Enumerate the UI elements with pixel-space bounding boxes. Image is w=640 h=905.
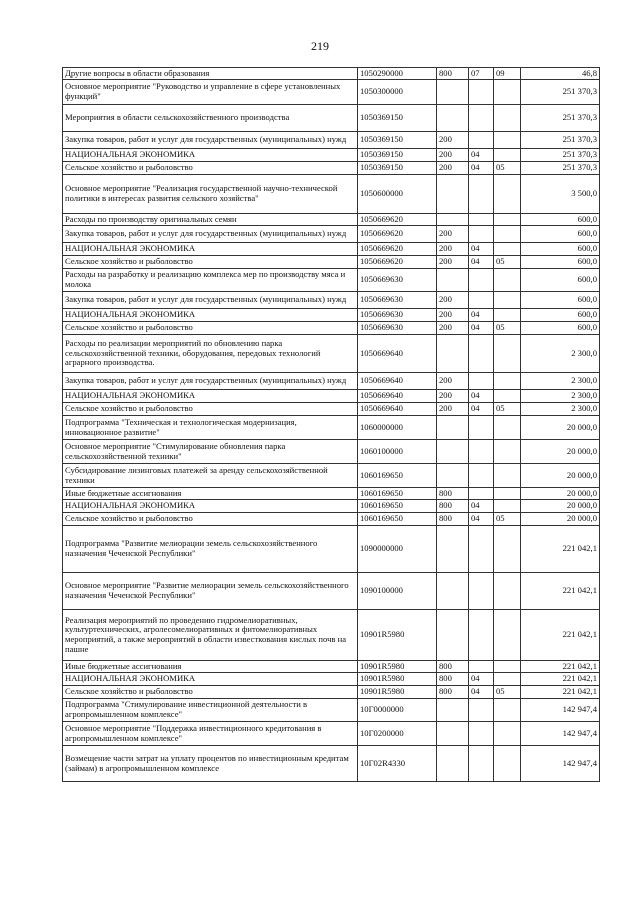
expense-type-cell: 800 [437, 513, 469, 526]
subsection-cell [494, 214, 521, 226]
subsection-cell: 05 [494, 162, 521, 175]
amount-cell: 142 947,4 [521, 699, 600, 722]
amount-cell: 20 000,0 [521, 488, 600, 500]
page-number: 219 [311, 39, 329, 53]
amount-cell: 2 300,0 [521, 335, 600, 373]
target-article-code-cell: 1060100000 [358, 440, 437, 464]
section-cell [469, 416, 494, 440]
subsection-cell [494, 661, 521, 673]
amount-cell: 600,0 [521, 256, 600, 269]
expense-type-cell: 200 [437, 373, 469, 390]
amount-cell: 221 042,1 [521, 661, 600, 673]
target-article-code-cell: 1050669640 [358, 373, 437, 390]
expenditure-name-cell: Другие вопросы в области образования [63, 68, 358, 80]
section-cell [469, 335, 494, 373]
expense-type-cell: 200 [437, 309, 469, 322]
subsection-cell [494, 243, 521, 256]
expenditure-name-cell: НАЦИОНАЛЬНАЯ ЭКОНОМИКА [63, 243, 358, 256]
expenditure-name-cell: Закупка товаров, работ и услуг для государственных (муниципальных) нужд [63, 373, 358, 390]
target-article-code-cell: 1050300000 [358, 80, 437, 105]
expenditure-name-cell: Сельское хозяйство и рыболовство [63, 256, 358, 269]
table-row [63, 322, 600, 335]
subsection-cell [494, 488, 521, 500]
section-cell [469, 661, 494, 673]
table-row [63, 390, 600, 403]
section-cell [469, 464, 494, 488]
target-article-code-cell: 1050669640 [358, 335, 437, 373]
target-article-code-cell: 1060169650 [358, 464, 437, 488]
expense-type-cell: 800 [437, 488, 469, 500]
subsection-cell [494, 335, 521, 373]
table-row [63, 661, 600, 673]
subsection-cell [494, 80, 521, 105]
expense-type-cell: 800 [437, 500, 469, 513]
table-row [63, 309, 600, 322]
table-row [63, 464, 600, 488]
amount-cell: 600,0 [521, 226, 600, 243]
section-cell: 04 [469, 500, 494, 513]
expenditure-name-cell: Сельское хозяйство и рыболовство [63, 513, 358, 526]
section-cell: 04 [469, 256, 494, 269]
expenditure-name-cell: Основное мероприятие "Развитие мелиорации земель сельскохозяйственного назначения Чеченской Республики" [63, 573, 358, 610]
section-cell: 04 [469, 322, 494, 335]
expense-type-cell [437, 175, 469, 214]
expense-type-cell [437, 722, 469, 746]
section-cell: 04 [469, 149, 494, 162]
expense-type-cell: 200 [437, 322, 469, 335]
amount-cell: 221 042,1 [521, 573, 600, 610]
expense-type-cell [437, 526, 469, 573]
amount-cell: 221 042,1 [521, 526, 600, 573]
expense-type-cell: 800 [437, 661, 469, 673]
target-article-code-cell: 1050369150 [358, 132, 437, 149]
expenditure-name-cell: НАЦИОНАЛЬНАЯ ЭКОНОМИКА [63, 500, 358, 513]
table-row [63, 673, 600, 686]
amount-cell: 142 947,4 [521, 746, 600, 782]
table-row [63, 610, 600, 661]
subsection-cell [494, 390, 521, 403]
section-cell: 04 [469, 243, 494, 256]
target-article-code-cell: 1050369150 [358, 162, 437, 175]
section-cell [469, 269, 494, 292]
subsection-cell [494, 373, 521, 390]
target-article-code-cell: 1050669630 [358, 309, 437, 322]
expense-type-cell: 200 [437, 132, 469, 149]
target-article-code-cell: 10Г0200000 [358, 722, 437, 746]
table-row [63, 149, 600, 162]
section-cell: 04 [469, 309, 494, 322]
expenditure-name-cell: Реализация мероприятий по проведению гидромелиоративных, культуртехнических, агролесомелиоративных и фитомелиоративных мероприятий, а также мероприятий в области известкования кислых почв на пашне [63, 610, 358, 661]
expenditure-name-cell: Основное мероприятие "Стимулирование обновления парка сельскохозяйственной техники" [63, 440, 358, 464]
expense-type-cell [437, 573, 469, 610]
table-row [63, 269, 600, 292]
section-cell [469, 488, 494, 500]
table-row [63, 226, 600, 243]
expenditure-name-cell: Расходы по производству оригинальных семян [63, 214, 358, 226]
subsection-cell [494, 149, 521, 162]
amount-cell: 251 370,3 [521, 132, 600, 149]
target-article-code-cell: 10Г0000000 [358, 699, 437, 722]
subsection-cell [494, 722, 521, 746]
section-cell: 07 [469, 68, 494, 80]
section-cell [469, 292, 494, 309]
section-cell [469, 226, 494, 243]
expense-type-cell [437, 464, 469, 488]
expenditure-name-cell: Расходы на разработку и реализацию комплекса мер по производству мяса и молока [63, 269, 358, 292]
target-article-code-cell: 1050669620 [358, 256, 437, 269]
subsection-cell: 09 [494, 68, 521, 80]
target-article-code-cell: 1050669630 [358, 269, 437, 292]
subsection-cell [494, 309, 521, 322]
target-article-code-cell: 1050669630 [358, 292, 437, 309]
expense-type-cell [437, 105, 469, 132]
subsection-cell [494, 746, 521, 782]
amount-cell: 600,0 [521, 243, 600, 256]
expenditure-name-cell: Подпрограмма "Развитие мелиорации земель сельскохозяйственного назначения Чеченской Республики" [63, 526, 358, 573]
section-cell [469, 105, 494, 132]
expenditure-name-cell: Мероприятия в области сельскохозяйственного производства [63, 105, 358, 132]
subsection-cell [494, 464, 521, 488]
amount-cell: 251 370,3 [521, 149, 600, 162]
expenditure-name-cell: Закупка товаров, работ и услуг для государственных (муниципальных) нужд [63, 132, 358, 149]
section-cell [469, 80, 494, 105]
subsection-cell: 05 [494, 513, 521, 526]
amount-cell: 251 370,3 [521, 162, 600, 175]
target-article-code-cell: 1050369150 [358, 149, 437, 162]
table-row [63, 699, 600, 722]
subsection-cell [494, 269, 521, 292]
section-cell: 04 [469, 162, 494, 175]
target-article-code-cell: 1060169650 [358, 500, 437, 513]
table-row [63, 256, 600, 269]
subsection-cell [494, 573, 521, 610]
table-row [63, 162, 600, 175]
section-cell [469, 746, 494, 782]
expenditure-name-cell: НАЦИОНАЛЬНАЯ ЭКОНОМИКА [63, 390, 358, 403]
expense-type-cell [437, 80, 469, 105]
table-row [63, 686, 600, 699]
expenditure-name-cell: Иные бюджетные ассигнования [63, 661, 358, 673]
subsection-cell [494, 132, 521, 149]
target-article-code-cell: 1050669630 [358, 322, 437, 335]
amount-cell: 600,0 [521, 214, 600, 226]
expense-type-cell [437, 214, 469, 226]
amount-cell: 600,0 [521, 269, 600, 292]
amount-cell: 600,0 [521, 322, 600, 335]
subsection-cell [494, 500, 521, 513]
expense-type-cell: 800 [437, 68, 469, 80]
amount-cell: 600,0 [521, 309, 600, 322]
expense-type-cell [437, 610, 469, 661]
expenditure-name-cell: Основное мероприятие "Поддержка инвестиционного кредитования в агропромышленном комплексе" [63, 722, 358, 746]
subsection-cell [494, 526, 521, 573]
section-cell [469, 214, 494, 226]
amount-cell: 221 042,1 [521, 610, 600, 661]
target-article-code-cell: 1090100000 [358, 573, 437, 610]
expenditure-name-cell: Субсидирование лизинговых платежей за аренду сельскохозяйственной техники [63, 464, 358, 488]
amount-cell: 20 000,0 [521, 440, 600, 464]
section-cell [469, 132, 494, 149]
subsection-cell: 05 [494, 686, 521, 699]
subsection-cell [494, 440, 521, 464]
amount-cell: 20 000,0 [521, 513, 600, 526]
expenditure-name-cell: Сельское хозяйство и рыболовство [63, 686, 358, 699]
section-cell: 04 [469, 686, 494, 699]
amount-cell: 20 000,0 [521, 416, 600, 440]
section-cell [469, 573, 494, 610]
section-cell [469, 699, 494, 722]
subsection-cell [494, 610, 521, 661]
section-cell [469, 440, 494, 464]
subsection-cell: 05 [494, 256, 521, 269]
table-row [63, 214, 600, 226]
amount-cell: 46,8 [521, 68, 600, 80]
table-row [63, 105, 600, 132]
expenditure-name-cell: Подпрограмма "Техническая и технологическая модернизация, инновационное развитие" [63, 416, 358, 440]
expenditure-name-cell: НАЦИОНАЛЬНАЯ ЭКОНОМИКА [63, 309, 358, 322]
expenditure-name-cell: Основное мероприятие "Руководство и управление в сфере установленных функций" [63, 80, 358, 105]
amount-cell: 221 042,1 [521, 686, 600, 699]
section-cell [469, 373, 494, 390]
target-article-code-cell: 1060169650 [358, 488, 437, 500]
subsection-cell: 05 [494, 403, 521, 416]
target-article-code-cell: 1060169650 [358, 513, 437, 526]
expense-type-cell: 200 [437, 390, 469, 403]
table-row [63, 416, 600, 440]
expenditure-name-cell: Сельское хозяйство и рыболовство [63, 322, 358, 335]
target-article-code-cell: 1050669640 [358, 390, 437, 403]
target-article-code-cell: 1050669620 [358, 214, 437, 226]
target-article-code-cell: 10Г02R4330 [358, 746, 437, 782]
amount-cell: 600,0 [521, 292, 600, 309]
expenditure-name-cell: Иные бюджетные ассигнования [63, 488, 358, 500]
amount-cell: 251 370,3 [521, 105, 600, 132]
section-cell [469, 722, 494, 746]
section-cell: 04 [469, 673, 494, 686]
section-cell [469, 175, 494, 214]
target-article-code-cell: 1050600000 [358, 175, 437, 214]
target-article-code-cell: 1050669620 [358, 226, 437, 243]
subsection-cell: 05 [494, 322, 521, 335]
amount-cell: 20 000,0 [521, 500, 600, 513]
table-row [63, 722, 600, 746]
section-cell [469, 610, 494, 661]
amount-cell: 2 300,0 [521, 373, 600, 390]
expense-type-cell: 200 [437, 256, 469, 269]
target-article-code-cell: 1050669620 [358, 243, 437, 256]
amount-cell: 2 300,0 [521, 390, 600, 403]
table-row [63, 68, 600, 80]
expenditure-name-cell: Расходы по реализации мероприятий по обновлению парка сельскохозяйственной техники, оборудования, передовых технологий аграрного производства. [63, 335, 358, 373]
amount-cell: 142 947,4 [521, 722, 600, 746]
expense-type-cell [437, 335, 469, 373]
expenditure-name-cell: НАЦИОНАЛЬНАЯ ЭКОНОМИКА [63, 149, 358, 162]
table-row [63, 513, 600, 526]
expense-type-cell: 200 [437, 226, 469, 243]
target-article-code-cell: 10901R5980 [358, 686, 437, 699]
expense-type-cell: 200 [437, 149, 469, 162]
table-row [63, 132, 600, 149]
subsection-cell [494, 175, 521, 214]
table-row [63, 526, 600, 573]
target-article-code-cell: 1060000000 [358, 416, 437, 440]
amount-cell: 251 370,3 [521, 80, 600, 105]
target-article-code-cell: 10901R5980 [358, 673, 437, 686]
expenditure-name-cell: НАЦИОНАЛЬНАЯ ЭКОНОМИКА [63, 673, 358, 686]
expense-type-cell: 200 [437, 292, 469, 309]
amount-cell: 20 000,0 [521, 464, 600, 488]
section-cell: 04 [469, 390, 494, 403]
expense-type-cell [437, 440, 469, 464]
amount-cell: 3 500,0 [521, 175, 600, 214]
expense-type-cell [437, 269, 469, 292]
table-row [63, 175, 600, 214]
target-article-code-cell: 1050669640 [358, 403, 437, 416]
expense-type-cell [437, 699, 469, 722]
subsection-cell [494, 673, 521, 686]
table-row [63, 500, 600, 513]
subsection-cell [494, 105, 521, 132]
table-row [63, 573, 600, 610]
expense-type-cell [437, 416, 469, 440]
expense-type-cell: 800 [437, 673, 469, 686]
table-row [63, 488, 600, 500]
expenditure-name-cell: Закупка товаров, работ и услуг для государственных (муниципальных) нужд [63, 226, 358, 243]
table-row [63, 403, 600, 416]
table-row [63, 746, 600, 782]
target-article-code-cell: 1050290000 [358, 68, 437, 80]
expense-type-cell: 200 [437, 403, 469, 416]
target-article-code-cell: 1050369150 [358, 105, 437, 132]
target-article-code-cell: 10901R5980 [358, 610, 437, 661]
section-cell [469, 526, 494, 573]
expense-type-cell: 800 [437, 686, 469, 699]
subsection-cell [494, 292, 521, 309]
expenditure-name-cell: Сельское хозяйство и рыболовство [63, 403, 358, 416]
amount-cell: 221 042,1 [521, 673, 600, 686]
amount-cell: 2 300,0 [521, 403, 600, 416]
budget-table-body [63, 68, 600, 782]
expenditure-name-cell: Сельское хозяйство и рыболовство [63, 162, 358, 175]
expenditure-name-cell: Основное мероприятие "Реализация государственной научно-технической политики в интересах развития сельского хозяйства" [63, 175, 358, 214]
target-article-code-cell: 1090000000 [358, 526, 437, 573]
table-row [63, 373, 600, 390]
expenditure-name-cell: Закупка товаров, работ и услуг для государственных (муниципальных) нужд [63, 292, 358, 309]
subsection-cell [494, 416, 521, 440]
table-row [63, 440, 600, 464]
expense-type-cell: 200 [437, 243, 469, 256]
subsection-cell [494, 226, 521, 243]
expense-type-cell [437, 746, 469, 782]
section-cell: 04 [469, 403, 494, 416]
section-cell: 04 [469, 513, 494, 526]
expenditure-name-cell: Подпрограмма "Стимулирование инвестиционной деятельности в агропромышленном комплексе" [63, 699, 358, 722]
table-row [63, 335, 600, 373]
table-row [63, 243, 600, 256]
target-article-code-cell: 10901R5980 [358, 661, 437, 673]
expense-type-cell: 200 [437, 162, 469, 175]
table-row [63, 292, 600, 309]
subsection-cell [494, 699, 521, 722]
expenditure-name-cell: Возмещение части затрат на уплату процентов по инвестиционным кредитам (займам) в агропромышленном комплексе [63, 746, 358, 782]
table-row [63, 80, 600, 105]
budget-table [62, 67, 600, 782]
